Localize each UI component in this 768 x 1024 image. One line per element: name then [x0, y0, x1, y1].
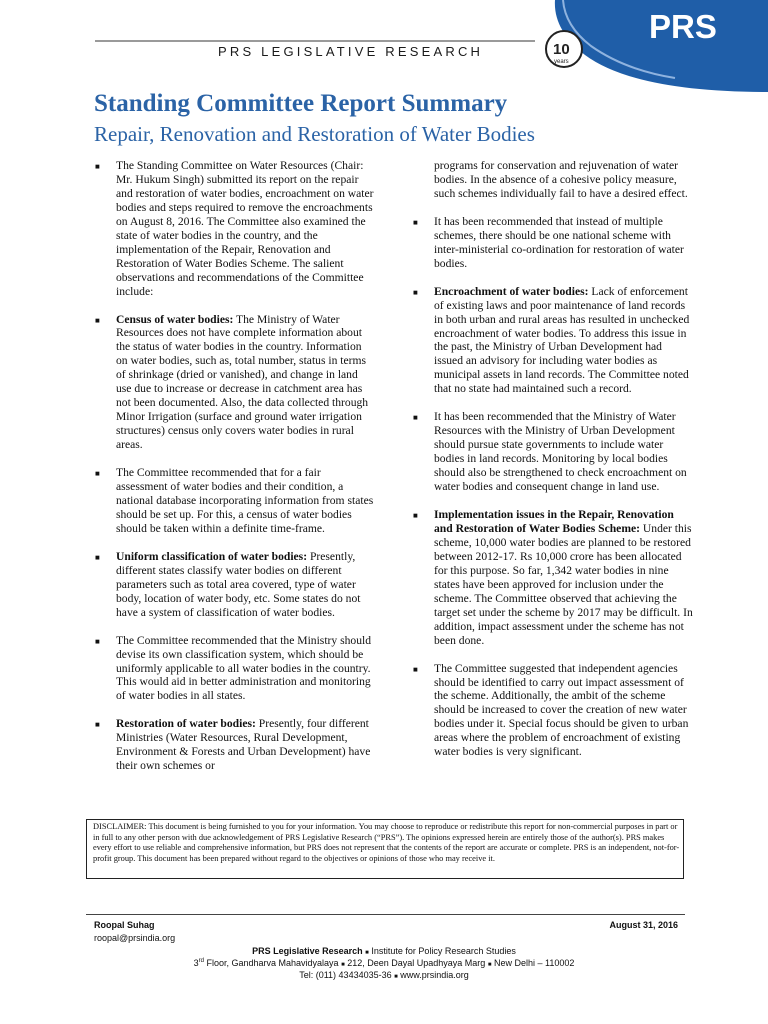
- bullet-text: [434, 285, 689, 396]
- author-email[interactable]: roopal@prsindia.org: [94, 933, 176, 943]
- bullet-item: [413, 285, 693, 397]
- bullet-marker: ■: [95, 162, 100, 171]
- bullet-body: The Committee recommended that the Ministry should devise its own classification system, which should be uniformly applicable to all water bodies in the country. This would aid in better administration and monitoring of water bodies in all states.: [116, 633, 372, 703]
- bullet-heading: Encroachment of water bodies:: [434, 284, 589, 298]
- continued-paragraph: programs for conservation and rejuvenation of water bodies. In the absence of a cohesive policy measure, such schemes individually fail to have a desired effect.: [434, 159, 688, 200]
- footer-floor-suffix: rd: [198, 958, 204, 964]
- bullet-item: [95, 717, 375, 773]
- footer-rule: [86, 914, 685, 915]
- footer-separator: ■: [487, 962, 492, 968]
- footer-floor-number: 3: [193, 958, 199, 968]
- footer-address-b: 212, Deen Dayal Upadhyaya Marg: [347, 958, 486, 968]
- footer-city: New Delhi – 110002: [493, 958, 575, 968]
- bullet-body: The Committee recommended that for a fair assessment of water bodies and their condition, a national database incorporating information from states should be set up. For this, a census of water bodies should be taken within a definite time-frame.: [116, 466, 374, 535]
- bullet-heading: Uniform classification of water bodies:: [116, 549, 308, 563]
- footer-institute: Institute for Policy Research Studies: [371, 946, 516, 956]
- bullet-heading: Implementation issues in the Repair, Renovation and Restoration of Water Bodies Scheme:: [434, 508, 674, 535]
- bullet-heading: Restoration of water bodies:: [116, 717, 256, 731]
- bullet-marker: ■: [95, 315, 100, 325]
- footer-separator: ■: [365, 950, 369, 956]
- bullet-text: [116, 550, 361, 619]
- badge-label: years: [554, 59, 569, 65]
- bullet-text: [434, 410, 687, 493]
- page-subtitle: Repair, Renovation and Restoration of Water Bodies: [94, 122, 535, 146]
- right-column: [413, 159, 693, 773]
- bullet-marker: ■: [413, 511, 418, 521]
- page-title: Standing Committee Report Summary: [94, 90, 508, 117]
- bullet-marker: ■: [95, 552, 100, 562]
- left-column: [95, 159, 375, 787]
- badge-number: 10: [553, 41, 570, 58]
- bullet-body: Lack of enforcement of existing laws and poor maintenance of land records in both urban and rural areas has resulted in unchecked encroachment of water bodies. To address this issue in the past, the Ministry of Urban Development had issued an advisory for including water bodies as municipal assets in land records. The Committee noted that no state had maintained such a record.: [434, 284, 690, 396]
- bullet-item: [95, 634, 375, 704]
- bullet-text: [116, 634, 371, 703]
- footer-contact-line: [0, 970, 768, 980]
- disclaimer-box: DISCLAIMER: This document is being furnished to you for your information. You may choose to reproduce or redistribute this report for non-commercial purposes in part or in full to any other person with due acknowledgement of PRS Legislative Research (“PRS”). The opinions expressed herein are entirely those of the author(s). PRS makes every effort to use reliable and comprehensive information, but PRS does not represent that the contents of the report are accurate or complete. PRS is an independent, not-for-profit group. This document has been prepared without regard to the objectives or opinions of those who may receive it.: [86, 819, 684, 879]
- bullet-body: The Standing Committee on Water Resources (Chair: Mr. Hukum Singh) submitted its report on the repair and restoration of water bodies, encroachment on water bodies and steps required to remove the encroachments on August 8, 2016. The Committee also examined the state of water bodies in the country, and the implementation of the Repair, Renovation and Restoration of Water Bodies Scheme. The salient observations and recommendations of the Committee include:: [116, 159, 374, 298]
- footer-phone: Tel: (011) 43434035-36: [299, 970, 392, 980]
- bullet-item: [413, 215, 693, 271]
- bullet-text: [434, 215, 684, 270]
- report-date: August 31, 2016: [609, 920, 678, 930]
- footer-address-line: [0, 958, 768, 968]
- author-name: Roopal Suhag: [94, 920, 155, 930]
- header-org-name: PRS LEGISLATIVE RESEARCH: [218, 44, 484, 59]
- bullet-item: [413, 508, 693, 648]
- header-rule: [95, 40, 535, 42]
- bullet-item: [95, 550, 375, 620]
- bullet-text: [116, 466, 373, 535]
- bullet-marker: ■: [95, 720, 100, 730]
- bullet-marker: ■: [413, 664, 418, 674]
- bullet-body: Under this scheme, 10,000 water bodies are planned to be restored between 2012-17. Rs 10,000 crore has been allocated for this purpose. So far, 1,342 water bodies in nine states have been approved for inclusion under the scheme. The Committee observed that achieving the target set under the scheme by 2017 may be difficult. In addition, impact assessment under the scheme has not been done.: [434, 521, 693, 647]
- footer-org-name: PRS Legislative Research: [252, 946, 363, 956]
- footer-org-line: [0, 946, 768, 956]
- bullet-marker: ■: [413, 287, 418, 297]
- bullet-marker: ■: [95, 636, 100, 646]
- prs-logo: [525, 0, 768, 92]
- bullet-item: [413, 662, 693, 760]
- bullet-item: [413, 410, 693, 494]
- bullet-body: Presently, four different Ministries (Water Resources, Rural Development, Environment & Forests and Urban Development) have their own schemes or: [116, 717, 371, 773]
- bullet-body: It has been recommended that the Ministry of Water Resources with the Ministry of Urban Development should pursue state governments to include water bodies in land records. Monitoring by local bodies should also be strengthened to check encroachment on water bodies and consequent change in land use.: [434, 410, 687, 494]
- footer-address-a: Floor, Gandharva Mahavidyalaya: [203, 958, 339, 968]
- bullet-text: [434, 662, 688, 759]
- logo-prs-text: PRS: [649, 8, 717, 45]
- bullet-item: [95, 313, 375, 453]
- bullet-item: [95, 159, 375, 299]
- bullet-text: [116, 159, 374, 298]
- bullet-text: [434, 508, 693, 647]
- bullet-text: [116, 717, 370, 772]
- bullet-body: It has been recommended that instead of multiple schemes, there should be one national scheme with inter-ministerial co-ordination for restoration of water bodies.: [434, 214, 684, 270]
- bullet-marker: ■: [413, 413, 418, 423]
- bullet-marker: ■: [95, 469, 100, 479]
- footer-separator: ■: [394, 974, 398, 980]
- bullet-body: The Ministry of Water Resources does not have complete information about the status of water bodies in the country. Information on water bodies, such as, total number, status in terms of shrinkage (dried or vanished), and change in land use due to increase or decrease in catchment area has not been documented. Also, the data collected through Minor Irrigation (surface and ground water irrigation structures) census only covers water bodies in rural areas.: [116, 312, 369, 452]
- footer-separator: ■: [341, 962, 345, 968]
- bullet-item: [95, 466, 375, 536]
- bullet-body: The Committee suggested that independent agencies should be identified to carry out impact assessment of the scheme. Additionally, the ambit of the scheme should be increased to cover the creation of new water bodies under it. Special focus should be given to urban areas where the problem of encroachment of existing water bodies is very significant.: [434, 661, 689, 759]
- bullet-marker: ■: [413, 217, 418, 227]
- bullet-body: Presently, different states classify water bodies on different parameters such as total area covered, type of water body, location of water body, etc. Some states do not have a system of classification of water bodies.: [116, 549, 361, 619]
- footer-website[interactable]: www.prsindia.org: [400, 970, 469, 980]
- bullet-heading: Census of water bodies:: [116, 312, 234, 326]
- bullet-text: [116, 313, 368, 452]
